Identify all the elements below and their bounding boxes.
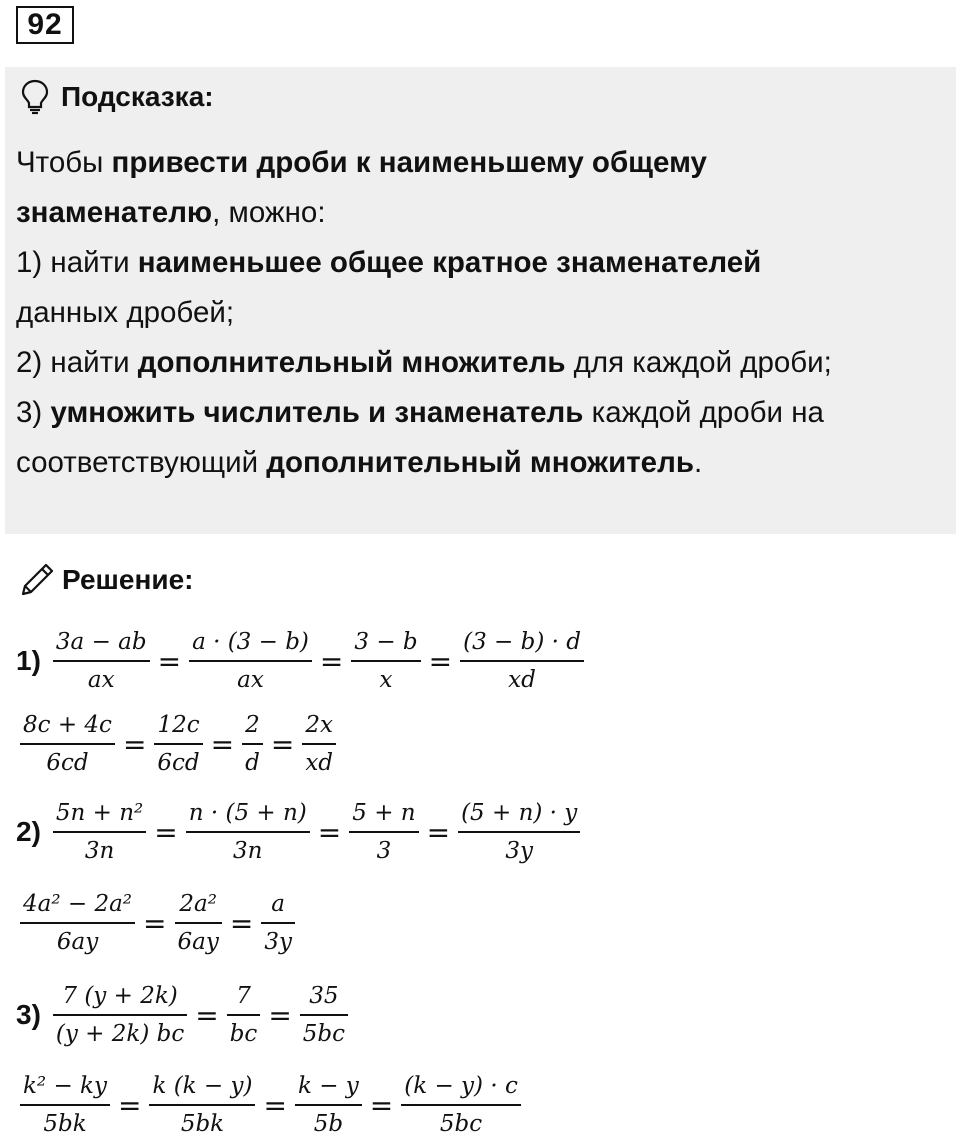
hint-line xyxy=(16,288,936,338)
fraction xyxy=(20,889,135,957)
fraction xyxy=(242,710,263,778)
numerator: 2x xyxy=(305,712,333,738)
equals-sign: = xyxy=(143,906,167,940)
equals-sign: = xyxy=(317,815,342,849)
denominator: 3y xyxy=(505,838,533,864)
fraction-bar xyxy=(149,1104,255,1106)
fraction xyxy=(227,981,261,1049)
numerator: k (k − y) xyxy=(152,1073,253,1099)
fraction xyxy=(154,710,202,778)
denominator: 6cd xyxy=(157,750,200,776)
solution-header xyxy=(18,561,193,599)
numerator: 7 xyxy=(236,983,251,1009)
row-label: 2) xyxy=(16,816,41,847)
numerator: (3 − b) · d xyxy=(463,629,581,655)
denominator: d xyxy=(245,750,260,776)
hint-line xyxy=(16,238,936,288)
denominator: xd xyxy=(305,750,334,776)
fraction xyxy=(186,798,310,866)
fraction-bar xyxy=(20,743,115,745)
equals-sign: = xyxy=(157,644,182,678)
denominator: 3n xyxy=(84,838,115,864)
hint-bold-text: знаменателю xyxy=(16,196,213,229)
hint-header xyxy=(19,81,214,113)
hint-text-part: для каждой дроби; xyxy=(565,346,832,379)
hint-line xyxy=(16,188,936,238)
fraction-bar xyxy=(189,660,312,662)
fraction xyxy=(302,710,336,778)
solution-row xyxy=(16,889,299,957)
fraction xyxy=(351,627,420,695)
fraction-bar xyxy=(53,660,150,662)
denominator: 3y xyxy=(264,929,292,955)
equals-sign: = xyxy=(117,1088,142,1122)
hint-line xyxy=(16,138,936,188)
equals-sign: = xyxy=(270,727,295,761)
numerator: 7 (y + 2k) xyxy=(62,983,178,1009)
hint-text-part: каждой дроби на xyxy=(583,396,824,429)
fraction xyxy=(460,627,584,695)
fraction-bar xyxy=(227,1014,261,1016)
denominator: 5bc xyxy=(439,1111,483,1137)
fraction-bar xyxy=(300,1014,348,1016)
fraction-bar xyxy=(186,831,310,833)
denominator: 3 xyxy=(376,838,392,864)
fraction xyxy=(175,889,222,957)
fraction-bar xyxy=(53,831,146,833)
fraction-bar xyxy=(175,922,222,924)
denominator: 6ay xyxy=(177,929,219,955)
numerator: k − y xyxy=(297,1073,359,1099)
numerator: 2 xyxy=(245,712,260,738)
fraction xyxy=(20,1071,110,1139)
hint-panel xyxy=(5,67,956,534)
hint-text-part: соответствующий xyxy=(16,446,267,479)
numerator: n · (5 + n) xyxy=(188,800,307,826)
hint-text-part: , можно: xyxy=(212,196,326,229)
denominator: 6cd xyxy=(46,750,89,776)
fraction xyxy=(53,981,187,1049)
denominator: ax xyxy=(87,667,115,693)
equals-sign: = xyxy=(268,998,292,1032)
fraction xyxy=(458,798,580,866)
numerator: 5 + n xyxy=(352,800,416,826)
fraction-bar xyxy=(349,831,418,833)
denominator: bc xyxy=(229,1021,258,1047)
hint-bold-text: привести дроби к наименьшему общему xyxy=(111,146,707,179)
hint-bold-text: наименьшее общее кратное знаменателей xyxy=(137,246,762,279)
hint-bold-text: дополнительный множитель xyxy=(266,446,694,479)
fraction-bar xyxy=(242,743,263,745)
fraction xyxy=(261,889,295,957)
equals-sign: = xyxy=(426,815,451,849)
hint-line xyxy=(16,388,936,438)
row-label: 3) xyxy=(16,999,41,1030)
numerator: 35 xyxy=(309,983,339,1009)
fraction-bar xyxy=(20,1104,110,1106)
fraction-bar xyxy=(261,922,295,924)
hint-bold-text: умножить числитель и знаменатель xyxy=(50,396,584,429)
fraction-bar xyxy=(53,1014,187,1016)
fraction-bar xyxy=(295,1104,362,1106)
equals-sign: = xyxy=(369,1088,394,1122)
fraction xyxy=(149,1071,255,1139)
equals-sign: = xyxy=(122,727,147,761)
fraction-bar xyxy=(20,922,135,924)
row-label: 1) xyxy=(16,645,41,676)
numerator: k² − ky xyxy=(23,1073,107,1099)
fraction-bar xyxy=(302,743,336,745)
numerator: 4a² − 2a² xyxy=(23,891,133,917)
solution-row xyxy=(16,798,584,866)
hint-line xyxy=(16,338,936,388)
fraction xyxy=(300,981,348,1049)
numerator: a xyxy=(271,891,285,917)
hint-text-part: 2) найти xyxy=(16,346,138,379)
denominator: (y + 2k) bc xyxy=(55,1021,185,1047)
solution-row xyxy=(16,710,340,778)
hint-text-part: Чтобы xyxy=(16,146,112,179)
hint-line xyxy=(16,438,936,488)
hint-text-part: 3) xyxy=(16,396,51,429)
numerator: 5n + n² xyxy=(55,800,144,826)
fraction xyxy=(20,710,115,778)
numerator: (k − y) · c xyxy=(404,1073,518,1099)
numerator: a · (3 − b) xyxy=(192,629,309,655)
fraction-bar xyxy=(154,743,202,745)
equals-sign: = xyxy=(154,815,178,849)
solution-row xyxy=(16,981,352,1049)
equals-sign: = xyxy=(210,727,235,761)
denominator: xd xyxy=(508,667,536,693)
numerator: 12c xyxy=(157,712,200,738)
equals-sign: = xyxy=(195,998,219,1032)
hint-bold-text: дополнительный множитель xyxy=(137,346,566,379)
hint-text xyxy=(16,138,936,488)
fraction-bar xyxy=(458,831,580,833)
denominator: x xyxy=(379,667,393,693)
fraction xyxy=(401,1071,521,1139)
equals-sign: = xyxy=(263,1088,287,1122)
solution-row xyxy=(16,1071,525,1139)
hint-text-part: 1) найти xyxy=(16,246,138,279)
solution-title: Решение: xyxy=(62,564,194,595)
equals-sign: = xyxy=(319,644,344,678)
task-number: 92 xyxy=(16,6,74,44)
hint-title: Подсказка: xyxy=(61,81,214,112)
denominator: 5bc xyxy=(302,1021,346,1047)
lightbulb-icon xyxy=(19,79,51,115)
denominator: 5bk xyxy=(43,1111,87,1137)
numerator: 2a² xyxy=(179,891,217,917)
denominator: 6ay xyxy=(56,929,99,955)
numerator: 8c + 4c xyxy=(23,712,112,738)
pencil-icon xyxy=(18,561,56,599)
solution-row xyxy=(16,627,588,695)
numerator: 3 − b xyxy=(354,629,418,655)
denominator: 3n xyxy=(233,838,263,864)
denominator: ax xyxy=(237,667,264,693)
fraction xyxy=(189,627,312,695)
numerator: 3a − ab xyxy=(55,629,147,655)
fraction xyxy=(53,627,150,695)
fraction-bar xyxy=(460,660,584,662)
numerator: (5 + n) · y xyxy=(461,800,578,826)
equals-sign: = xyxy=(229,906,254,940)
hint-text-part: данных дробей; xyxy=(16,296,235,329)
fraction xyxy=(53,798,146,866)
fraction-bar xyxy=(401,1104,521,1106)
hint-text-part: . xyxy=(693,446,703,479)
denominator: 5bk xyxy=(180,1111,225,1137)
fraction xyxy=(295,1071,362,1139)
equals-sign: = xyxy=(428,644,453,678)
fraction-bar xyxy=(351,660,420,662)
fraction xyxy=(349,798,418,866)
denominator: 5b xyxy=(313,1111,344,1137)
